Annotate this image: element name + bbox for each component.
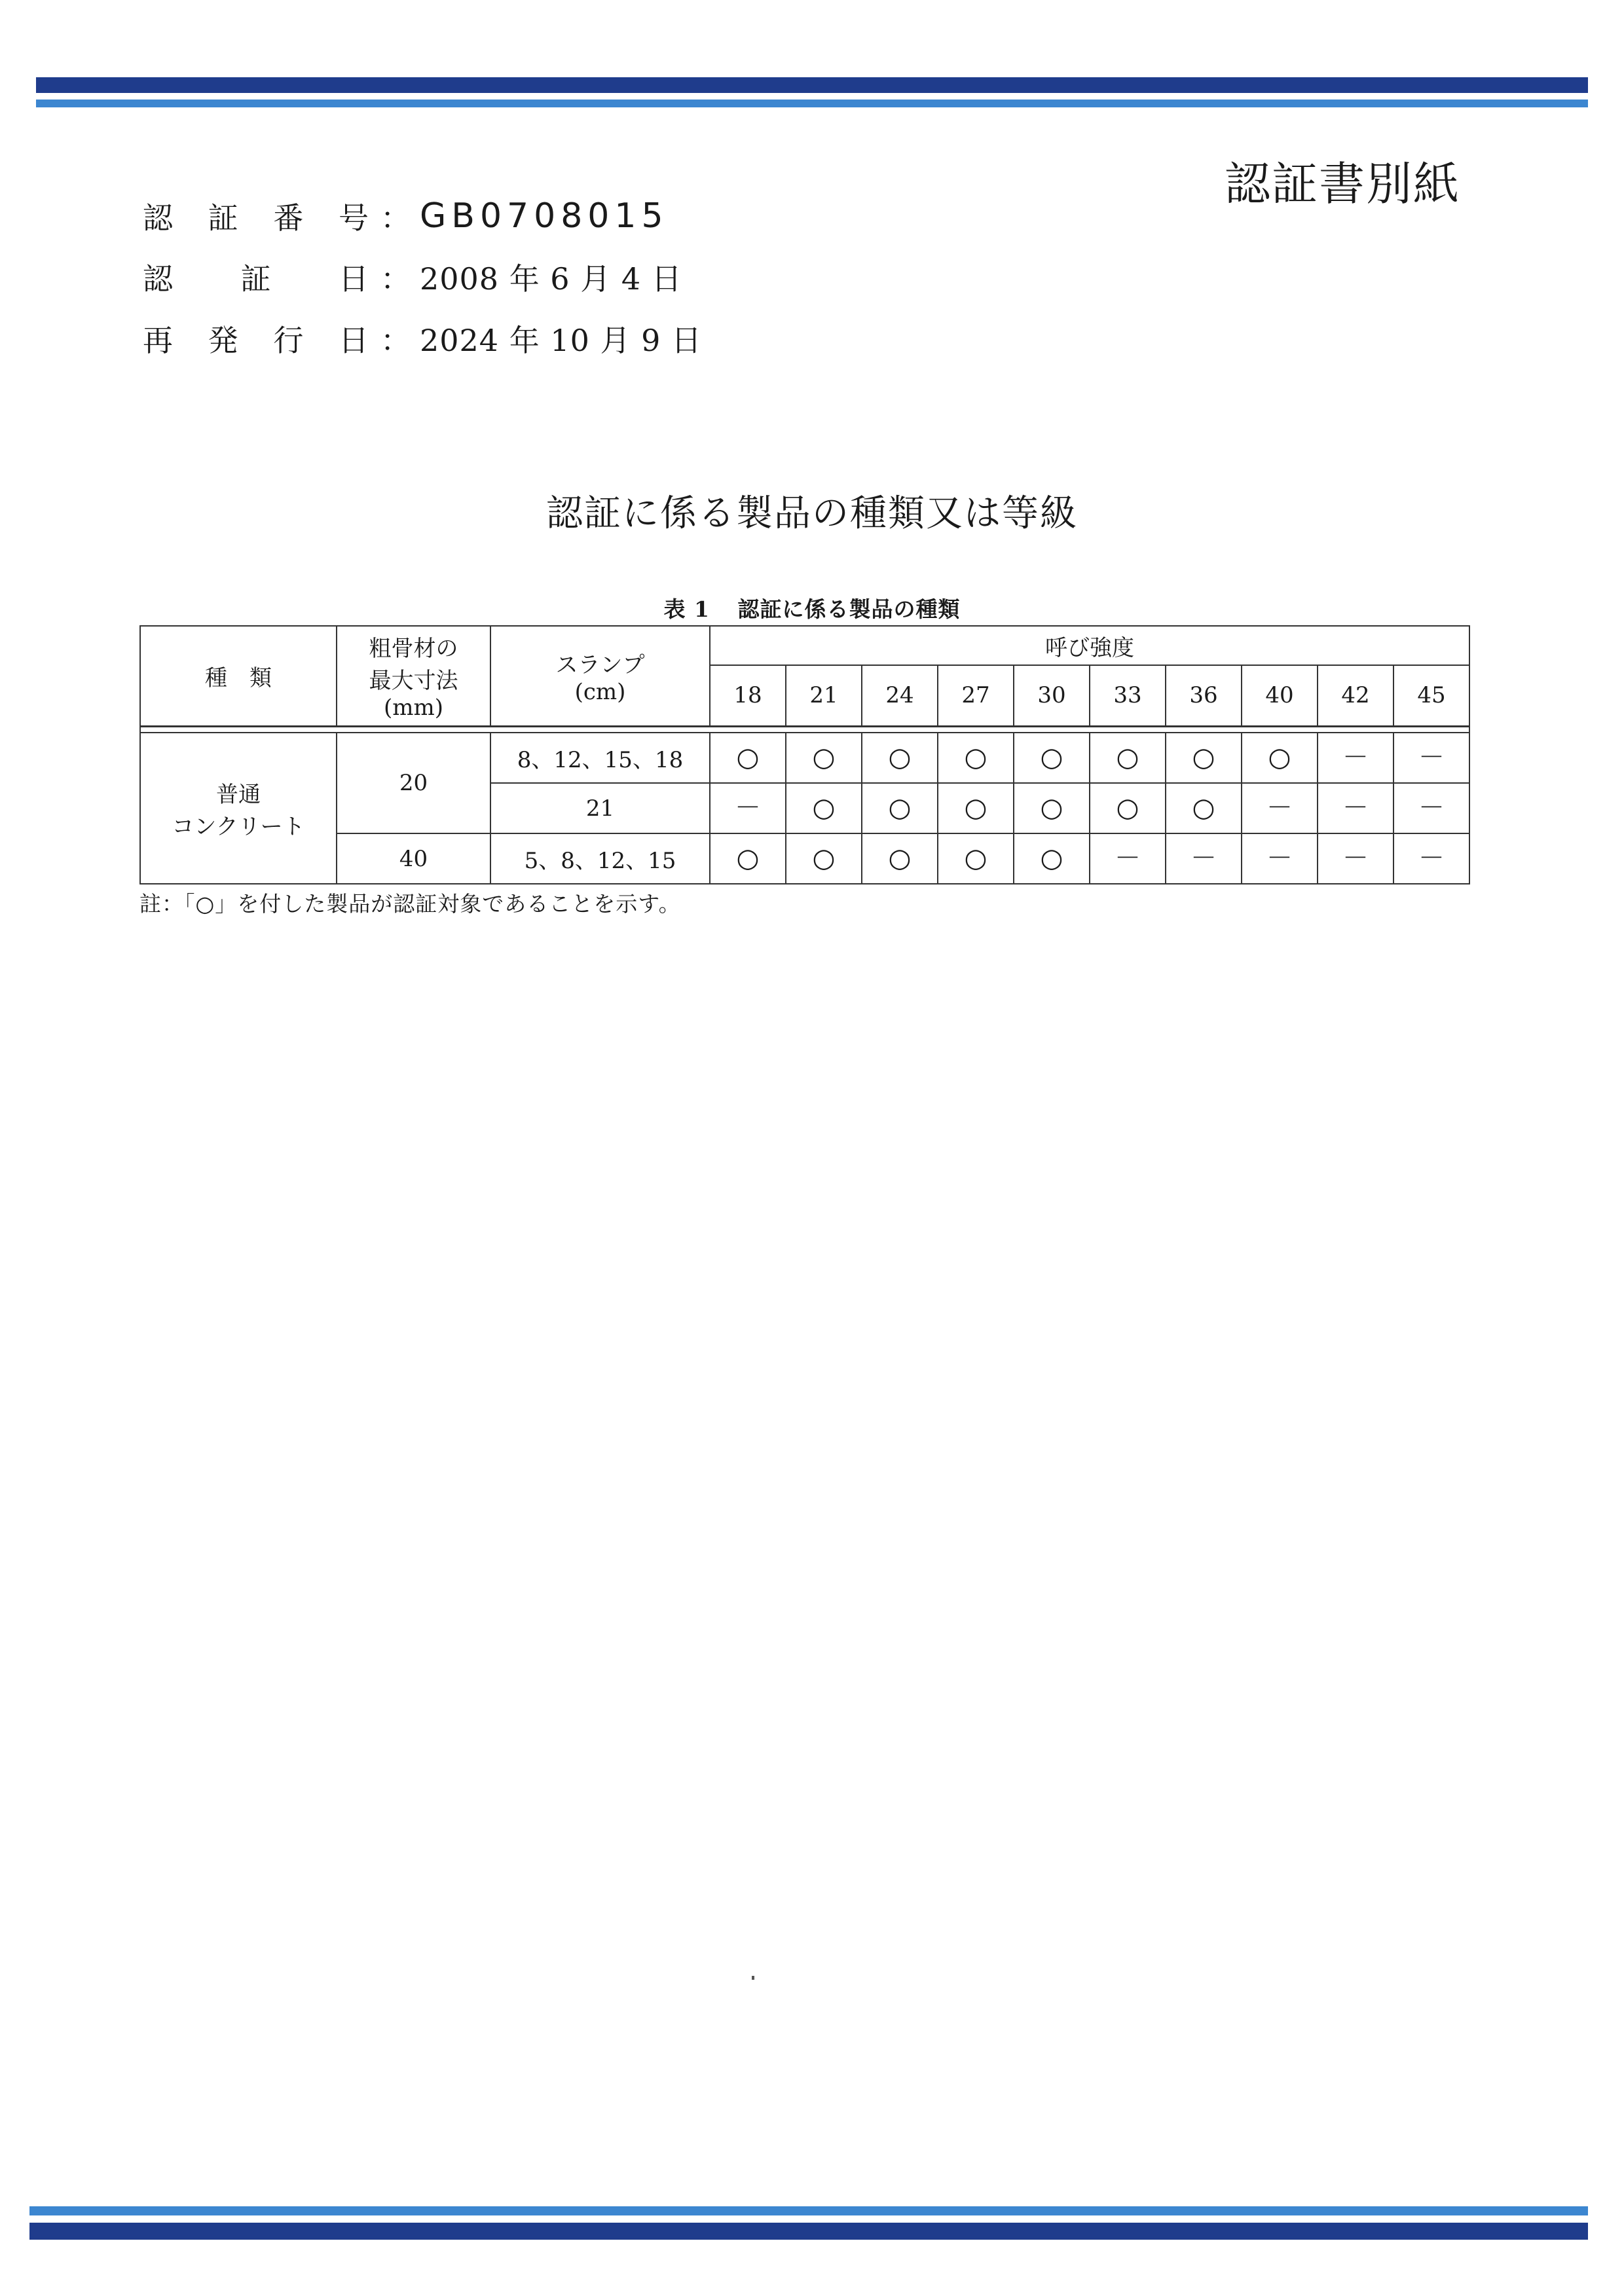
mark-cell: ○ (1242, 733, 1318, 783)
mark-cell: ○ (786, 733, 862, 783)
strength-header: 24 (862, 665, 938, 726)
aggregate-cell: 20 (337, 733, 490, 833)
mark-cell: － (1393, 783, 1469, 833)
mark-cell: ○ (1090, 733, 1166, 783)
mark-cell: － (1393, 733, 1469, 783)
mark-cell: － (710, 783, 786, 833)
meta-label: 認 証 日 (143, 261, 369, 297)
meta-label: 再 発 行 日 (143, 323, 369, 358)
mark-cell: ○ (1014, 833, 1090, 884)
mark-cell: － (1166, 833, 1242, 884)
slump-cell: 21 (490, 783, 710, 833)
meta-label: 認 証 番 号 (143, 200, 369, 236)
table-divider (140, 726, 1469, 733)
mark-cell: － (1318, 833, 1393, 884)
bottom-border-light (29, 2206, 1588, 2215)
mark-cell: － (1242, 833, 1318, 884)
slump-cell: 5、8、12、15 (490, 833, 710, 884)
product-table (139, 625, 1470, 884)
header-kind: 種 類 (140, 626, 337, 726)
mark-cell: ○ (938, 783, 1014, 833)
mark-cell: ○ (862, 733, 938, 783)
meta-separator: ： (380, 323, 411, 358)
mark-cell: － (1242, 783, 1318, 833)
strength-header: 36 (1166, 665, 1242, 726)
reissue-date: 2024 年 10 月 9 日 (420, 323, 702, 358)
strength-header: 33 (1090, 665, 1166, 726)
strength-header: 40 (1242, 665, 1318, 726)
bottom-border-dark (29, 2223, 1588, 2240)
mark-cell: － (1318, 733, 1393, 783)
scan-speck (752, 1976, 754, 1980)
cert-number: GB0708015 (420, 196, 669, 236)
mark-cell: ○ (938, 733, 1014, 783)
section-title: 認証に係る製品の種類又は等級 (546, 492, 1078, 535)
mark-cell: ○ (1090, 783, 1166, 833)
mark-cell: ○ (710, 833, 786, 884)
table-caption-label: 表 1 (663, 596, 710, 622)
meta-row-cert-number (143, 193, 669, 239)
strength-header: 27 (938, 665, 1014, 726)
mark-cell: ○ (1166, 733, 1242, 783)
mark-cell: ○ (938, 833, 1014, 884)
mark-cell: ○ (786, 833, 862, 884)
meta-separator: ： (380, 200, 411, 236)
strength-header: 30 (1014, 665, 1090, 726)
table-note: 註：「○」を付した製品が認証対象であることを示す。 (139, 891, 681, 917)
header-slump: スランプ (cm) (490, 626, 710, 726)
kind-cell: 普通 コンクリート (140, 733, 337, 884)
aggregate-cell: 40 (337, 833, 490, 884)
mark-cell: ○ (786, 783, 862, 833)
mark-cell: ○ (710, 733, 786, 783)
mark-cell: － (1090, 833, 1166, 884)
table-caption (0, 592, 1624, 623)
mark-cell: － (1318, 783, 1393, 833)
mark-cell: ○ (862, 783, 938, 833)
slump-cell: 8、12、15、18 (490, 733, 710, 783)
mark-cell: ○ (1014, 733, 1090, 783)
table-caption-text: 認証に係る製品の種類 (737, 596, 961, 622)
meta-row-cert-date (143, 254, 682, 300)
table-row (140, 733, 1469, 783)
mark-cell: － (1393, 833, 1469, 884)
strength-header: 45 (1393, 665, 1469, 726)
strength-header: 21 (786, 665, 862, 726)
meta-separator: ： (380, 261, 411, 297)
top-border-light (36, 100, 1588, 107)
table-row (140, 833, 1469, 884)
strength-header: 18 (710, 665, 786, 726)
cert-date: 2008 年 6 月 4 日 (420, 261, 682, 297)
strength-header: 42 (1318, 665, 1393, 726)
top-border-dark (36, 77, 1588, 93)
document-title: 認証書別紙 (1225, 157, 1460, 211)
header-strength: 呼び強度 (710, 626, 1469, 665)
header-aggregate: 粗骨材の 最大寸法 (mm) (337, 626, 490, 726)
meta-row-reissue-date (143, 316, 702, 361)
mark-cell: ○ (862, 833, 938, 884)
mark-cell: ○ (1014, 783, 1090, 833)
mark-cell: ○ (1166, 783, 1242, 833)
